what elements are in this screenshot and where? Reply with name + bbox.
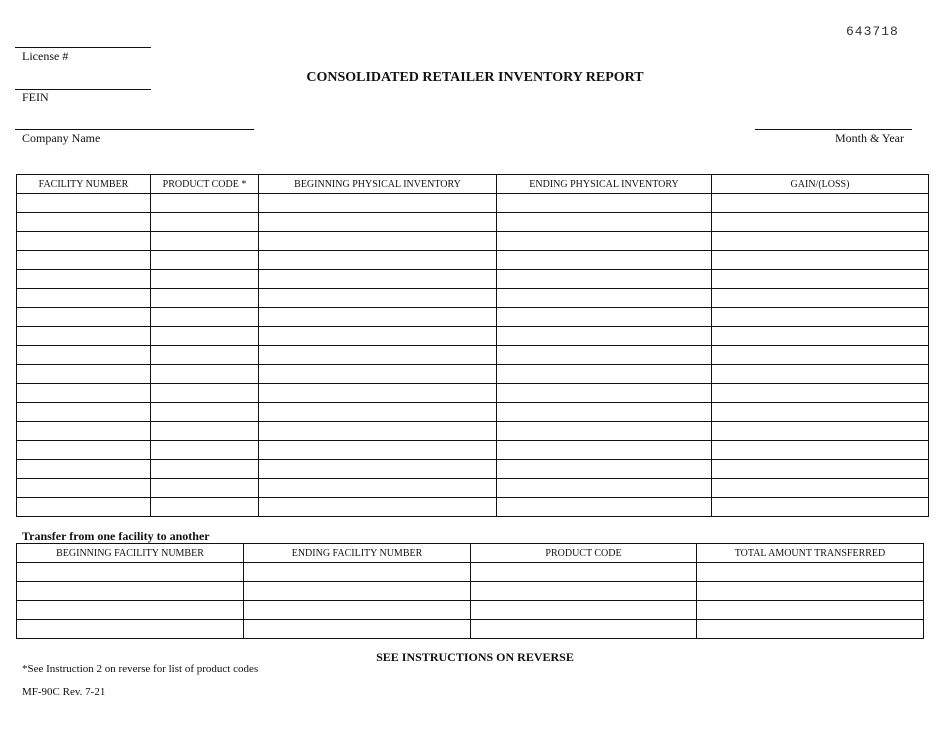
month-year-line[interactable] xyxy=(755,129,912,130)
table-cell[interactable] xyxy=(697,620,924,639)
inventory-row xyxy=(17,498,929,517)
table-cell[interactable] xyxy=(151,213,259,232)
table-cell[interactable] xyxy=(712,479,929,498)
table-cell[interactable] xyxy=(497,270,712,289)
table-cell[interactable] xyxy=(259,498,497,517)
table-cell[interactable] xyxy=(151,384,259,403)
transfer-row xyxy=(17,620,924,639)
table-cell[interactable] xyxy=(712,289,929,308)
table-cell[interactable] xyxy=(497,365,712,384)
table-cell[interactable] xyxy=(259,365,497,384)
inventory-row xyxy=(17,289,929,308)
table-cell[interactable] xyxy=(712,194,929,213)
table-cell[interactable] xyxy=(497,194,712,213)
col-transfer-product-code: PRODUCT CODE xyxy=(471,544,697,563)
table-cell[interactable] xyxy=(17,213,151,232)
document-number: 643718 xyxy=(846,24,899,39)
table-cell[interactable] xyxy=(471,563,697,582)
table-cell[interactable] xyxy=(712,441,929,460)
company-name-label: Company Name xyxy=(22,131,101,145)
table-cell[interactable] xyxy=(712,403,929,422)
inventory-row xyxy=(17,308,929,327)
table-cell[interactable] xyxy=(497,479,712,498)
table-cell[interactable] xyxy=(17,582,244,601)
table-cell[interactable] xyxy=(17,498,151,517)
table-cell[interactable] xyxy=(712,232,929,251)
table-cell[interactable] xyxy=(151,308,259,327)
inventory-row xyxy=(17,194,929,213)
table-cell[interactable] xyxy=(259,441,497,460)
instructions-notice: SEE INSTRUCTIONS ON REVERSE xyxy=(376,650,574,664)
table-cell[interactable] xyxy=(17,365,151,384)
transfer-table xyxy=(16,543,924,639)
table-cell[interactable] xyxy=(697,601,924,620)
table-cell[interactable] xyxy=(17,460,151,479)
table-cell[interactable] xyxy=(17,251,151,270)
table-cell[interactable] xyxy=(259,422,497,441)
table-cell[interactable] xyxy=(17,479,151,498)
transfer-header-row xyxy=(17,544,924,563)
table-cell[interactable] xyxy=(17,289,151,308)
table-cell[interactable] xyxy=(497,460,712,479)
transfer-row xyxy=(17,563,924,582)
inventory-row xyxy=(17,232,929,251)
inventory-row xyxy=(17,346,929,365)
table-cell[interactable] xyxy=(259,384,497,403)
transfer-section-title: Transfer from one facility to another xyxy=(22,529,210,543)
table-cell[interactable] xyxy=(497,384,712,403)
col-ending-facility: ENDING FACILITY NUMBER xyxy=(244,544,471,563)
report-title: CONSOLIDATED RETAILER INVENTORY REPORT xyxy=(306,70,644,85)
table-cell[interactable] xyxy=(697,563,924,582)
table-cell[interactable] xyxy=(259,460,497,479)
table-cell[interactable] xyxy=(17,194,151,213)
table-cell[interactable] xyxy=(497,498,712,517)
table-cell[interactable] xyxy=(497,308,712,327)
table-cell[interactable] xyxy=(497,346,712,365)
table-cell[interactable] xyxy=(17,232,151,251)
table-cell[interactable] xyxy=(17,327,151,346)
inventory-row xyxy=(17,403,929,422)
form-id: MF-90C Rev. 7-21 xyxy=(22,686,106,698)
table-cell[interactable] xyxy=(151,270,259,289)
inventory-row xyxy=(17,365,929,384)
inventory-row xyxy=(17,384,929,403)
col-ending-inventory: ENDING PHYSICAL INVENTORY xyxy=(497,175,712,194)
table-cell[interactable] xyxy=(17,270,151,289)
table-cell[interactable] xyxy=(712,213,929,232)
table-cell[interactable] xyxy=(497,232,712,251)
table-cell[interactable] xyxy=(259,403,497,422)
table-cell[interactable] xyxy=(244,620,471,639)
col-product-code: PRODUCT CODE * xyxy=(151,175,259,194)
transfer-row xyxy=(17,582,924,601)
inventory-row xyxy=(17,422,929,441)
fein-label: FEIN xyxy=(22,90,49,104)
inventory-row xyxy=(17,479,929,498)
table-cell[interactable] xyxy=(17,403,151,422)
inventory-table xyxy=(16,174,929,517)
table-cell[interactable] xyxy=(17,422,151,441)
inventory-row xyxy=(17,270,929,289)
table-cell[interactable] xyxy=(151,403,259,422)
table-cell[interactable] xyxy=(259,251,497,270)
table-cell[interactable] xyxy=(17,601,244,620)
table-cell[interactable] xyxy=(151,422,259,441)
table-cell[interactable] xyxy=(497,403,712,422)
table-cell[interactable] xyxy=(712,327,929,346)
table-cell[interactable] xyxy=(712,346,929,365)
product-code-note: *See Instruction 2 on reverse for list of product codes xyxy=(22,663,259,675)
table-cell[interactable] xyxy=(712,460,929,479)
table-cell[interactable] xyxy=(244,582,471,601)
table-cell[interactable] xyxy=(151,460,259,479)
month-year-label: Month & Year xyxy=(835,131,905,145)
inventory-row xyxy=(17,251,929,270)
table-cell[interactable] xyxy=(259,232,497,251)
table-cell[interactable] xyxy=(497,289,712,308)
table-cell[interactable] xyxy=(244,601,471,620)
table-cell[interactable] xyxy=(17,384,151,403)
table-cell[interactable] xyxy=(712,384,929,403)
table-cell[interactable] xyxy=(259,327,497,346)
table-cell[interactable] xyxy=(259,479,497,498)
table-cell[interactable] xyxy=(497,213,712,232)
table-cell[interactable] xyxy=(151,327,259,346)
table-cell[interactable] xyxy=(471,601,697,620)
col-facility-number: FACILITY NUMBER xyxy=(17,175,151,194)
license-line[interactable] xyxy=(15,47,151,48)
table-cell[interactable] xyxy=(151,479,259,498)
table-cell[interactable] xyxy=(471,620,697,639)
table-cell[interactable] xyxy=(17,346,151,365)
table-cell[interactable] xyxy=(497,327,712,346)
table-cell[interactable] xyxy=(17,308,151,327)
table-cell[interactable] xyxy=(151,346,259,365)
table-cell[interactable] xyxy=(244,563,471,582)
table-cell[interactable] xyxy=(259,308,497,327)
table-cell[interactable] xyxy=(151,232,259,251)
table-cell[interactable] xyxy=(712,498,929,517)
table-cell[interactable] xyxy=(259,346,497,365)
table-cell[interactable] xyxy=(712,251,929,270)
table-cell[interactable] xyxy=(151,441,259,460)
table-cell[interactable] xyxy=(697,582,924,601)
table-cell[interactable] xyxy=(259,270,497,289)
inventory-row xyxy=(17,441,929,460)
table-cell[interactable] xyxy=(497,251,712,270)
table-cell[interactable] xyxy=(151,289,259,308)
inventory-header-row xyxy=(17,175,929,194)
table-cell[interactable] xyxy=(712,422,929,441)
col-beginning-facility: BEGINNING FACILITY NUMBER xyxy=(17,544,244,563)
table-cell[interactable] xyxy=(151,498,259,517)
inventory-row xyxy=(17,327,929,346)
table-cell[interactable] xyxy=(471,582,697,601)
table-cell[interactable] xyxy=(151,194,259,213)
table-cell[interactable] xyxy=(151,251,259,270)
col-total-transferred: TOTAL AMOUNT TRANSFERRED xyxy=(697,544,924,563)
inventory-row xyxy=(17,213,929,232)
transfer-row xyxy=(17,601,924,620)
table-cell[interactable] xyxy=(712,308,929,327)
col-beginning-inventory: BEGINNING PHYSICAL INVENTORY xyxy=(259,175,497,194)
table-cell[interactable] xyxy=(17,441,151,460)
inventory-row xyxy=(17,460,929,479)
table-cell[interactable] xyxy=(17,620,244,639)
col-gain-loss: GAIN/(LOSS) xyxy=(712,175,929,194)
table-cell[interactable] xyxy=(151,365,259,384)
table-cell[interactable] xyxy=(497,441,712,460)
table-cell[interactable] xyxy=(17,563,244,582)
table-cell[interactable] xyxy=(712,270,929,289)
table-cell[interactable] xyxy=(259,213,497,232)
license-label: License # xyxy=(22,49,69,63)
table-cell[interactable] xyxy=(259,289,497,308)
table-cell[interactable] xyxy=(497,422,712,441)
table-cell[interactable] xyxy=(712,365,929,384)
table-cell[interactable] xyxy=(259,194,497,213)
company-name-line[interactable] xyxy=(15,129,254,130)
